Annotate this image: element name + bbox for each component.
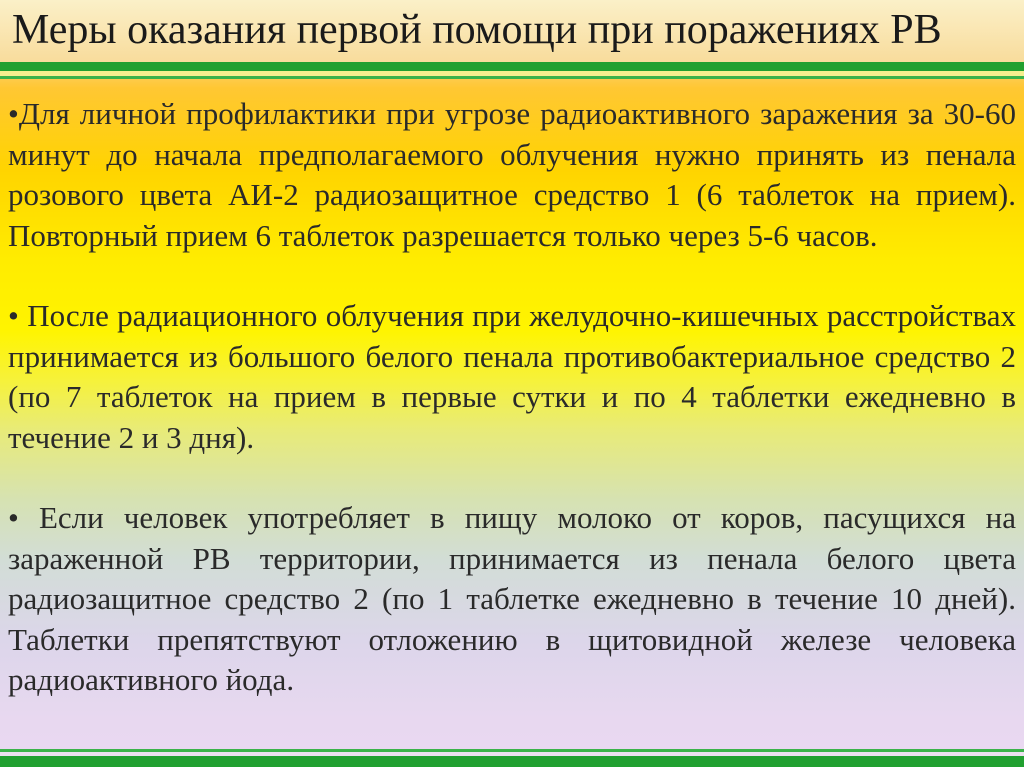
top-green-stripe [0, 62, 1024, 71]
bullet-item [8, 296, 1016, 458]
bullet-text: Если человек употребляет в пищу молоко от коров, пасущихся на зараженной РВ территории, принимается из пенала белого цвета радиозащитное средство 2 (по 1 таблетке ежедневно в течение 10 дней). Таблетки препятствуют отложению в щитовидной железе человека радиоактивного йода. [8, 500, 1016, 697]
top-green-thin-stripe [0, 76, 1024, 79]
bullet-marker: • [8, 96, 19, 131]
bottom-green-stripe [0, 756, 1024, 767]
bullet-text: Для личной профилактики при угрозе радиоактивного заражения за 30-60 минут до начала предполагаемого облучения нужно принять из пенала розового цвета АИ-2 радиозащитное средство 1 (6 таблеток на прием). Повторный прием 6 таблеток разрешается только через 5-6 часов. [8, 96, 1016, 253]
page-title: Меры оказания первой помощи при поражениях РВ [12, 7, 942, 53]
bullet-item [8, 498, 1016, 701]
bullet-item [8, 94, 1016, 256]
bullet-marker: • [8, 298, 19, 333]
bullet-marker: • [8, 500, 19, 535]
slide-content [8, 94, 1016, 701]
bullet-text: После радиационного облучения при желудочно-кишечных расстройствах принимается из большого белого пенала противобактериальное средство 2 (по 7 таблеток на прием в первые сутки и по 4 таблетки ежедневно в течение 2 и 3 дня). [8, 298, 1017, 455]
